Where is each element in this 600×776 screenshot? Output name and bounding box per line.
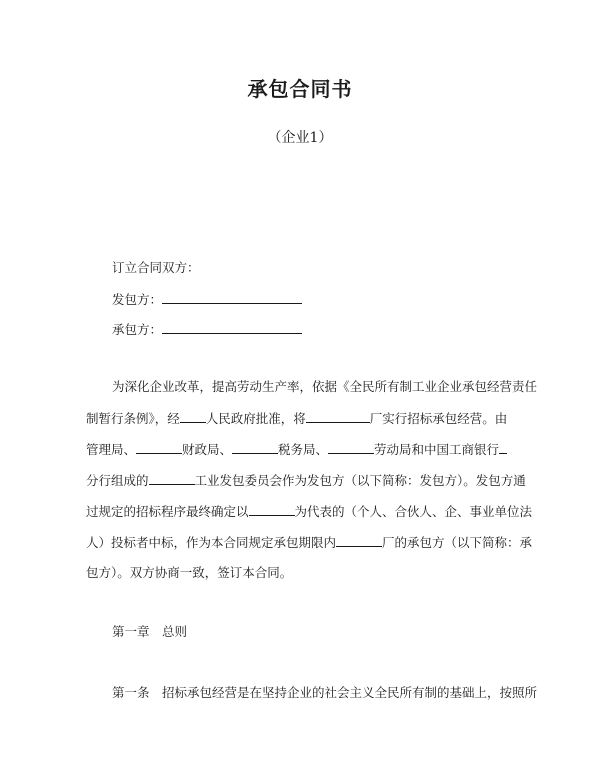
chapter-heading: 第一章 总则 [112,624,188,639]
government-blank [180,409,206,423]
issuer-blank [162,290,302,304]
body-line-2: 制暂行条例》，经 人民政府批准，将 厂实行招标承包经营。由 [86,411,508,426]
issuer-line [112,290,302,309]
document-subtitle: （企业1） [267,130,333,146]
labor-blank [328,440,374,454]
body-line-7: 包方）。双方协商一致，签订本合同。 [86,565,293,580]
body-line-4: 分行组成的 工业发包委员会作为发包方（以下简称：发包方）。发包方通 [86,473,526,488]
factory-blank [306,409,370,423]
contractor-label: 承包方： [112,322,163,337]
finance-blank [136,440,182,454]
representative-blank [249,502,295,516]
issuer-label: 发包方： [112,292,163,307]
tax-blank [232,440,278,454]
body-line-1: 为深化企业改革，提高劳动生产率，依据《全民所有制工业企业承包经营责任 [112,379,538,394]
article-1: 第一条 招标承包经营是在坚持企业的社会主义全民所有制的基础上，按照所 [112,685,538,700]
contractor-blank [162,320,302,334]
body-line-3: 管理局、 财政局、 税务局、 劳动局和中国工商银行 [86,440,507,459]
document-title: 承包合同书 [247,77,353,101]
committee-blank [149,471,195,485]
body-line-5: 过规定的招标程序最终确定以 为代表的（个人、合伙人、企、事业单位法 [86,504,533,519]
bank-blank [499,440,507,454]
parties-intro: 订立合同双方： [112,260,200,275]
term-factory-blank [336,533,382,547]
contractor-line [112,320,302,339]
body-line-6: 人）投标者中标，作为本合同规定承包期限内 厂的承包方（以下简称：承 [86,535,533,550]
